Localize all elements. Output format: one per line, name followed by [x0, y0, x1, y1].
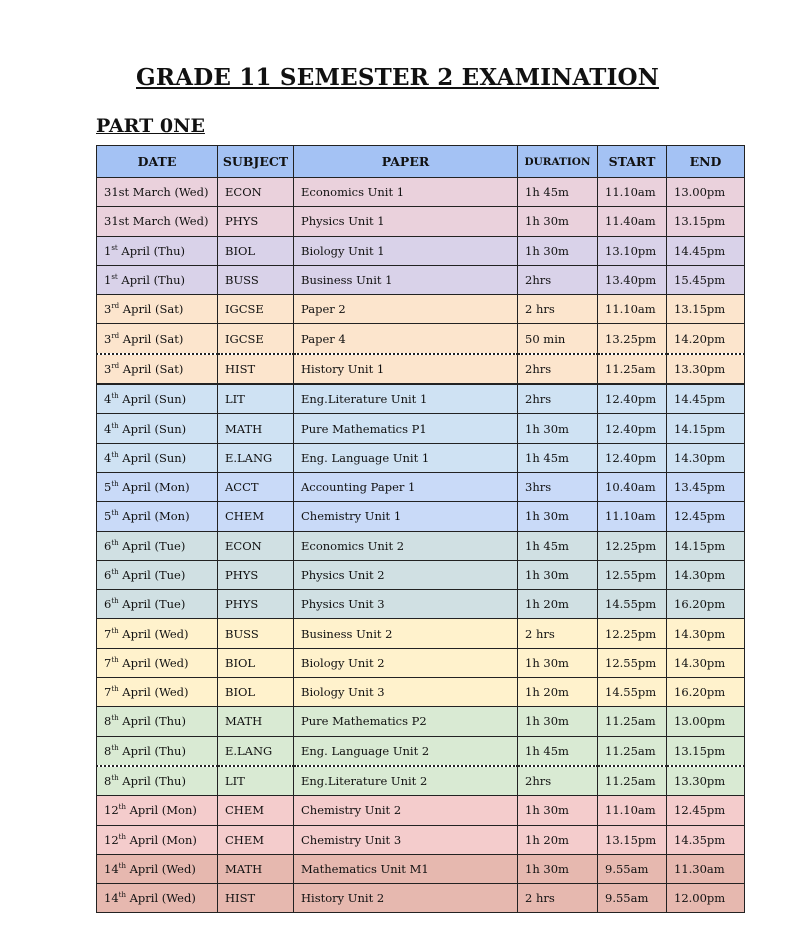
- date-ordinal: th: [111, 538, 119, 547]
- date-month: April (Thu): [117, 243, 186, 258]
- date-month: April (Mon): [125, 803, 197, 818]
- cell-duration: 50 min: [518, 324, 598, 354]
- cell-paper: Eng.Literature Unit 1: [294, 384, 518, 414]
- date-day: 5: [104, 480, 112, 495]
- cell-subject: LIT: [218, 766, 294, 796]
- cell-end: 14.30pm: [667, 560, 745, 589]
- cell-paper: Physics Unit 3: [294, 590, 518, 619]
- cell-paper: Chemistry Unit 2: [294, 796, 518, 825]
- date-day: 3: [104, 302, 112, 317]
- cell-subject: CHEM: [218, 825, 294, 854]
- table-row: [97, 414, 745, 443]
- cell-duration: 1h 30m: [518, 854, 598, 883]
- cell-paper: Biology Unit 3: [294, 678, 518, 707]
- cell-start: 14.55pm: [598, 590, 667, 619]
- cell-start: 12.40pm: [598, 443, 667, 472]
- date-day: 6: [104, 568, 112, 582]
- cell-start: 11.10am: [598, 178, 667, 207]
- cell-date: [97, 443, 218, 472]
- cell-subject: ECON: [218, 178, 294, 207]
- table-row: [97, 443, 745, 472]
- cell-duration: 1h 30m: [518, 648, 598, 677]
- cell-end: 15.45pm: [667, 265, 745, 294]
- exam-schedule-table: [96, 145, 745, 913]
- cell-date: [97, 384, 218, 414]
- table-row: [97, 502, 745, 531]
- cell-start: 12.25pm: [598, 531, 667, 560]
- cell-start: 13.10pm: [598, 236, 667, 265]
- cell-subject: IGCSE: [218, 324, 294, 354]
- cell-end: 14.30pm: [667, 619, 745, 648]
- cell-start: 11.25am: [598, 354, 667, 384]
- date-day: 4: [104, 450, 112, 465]
- cell-subject: PHYS: [218, 207, 294, 236]
- cell-duration: 1h 30m: [518, 707, 598, 736]
- date-month: April (Sun): [118, 421, 187, 436]
- cell-start: 11.25am: [598, 707, 667, 736]
- date-ordinal: rd: [111, 362, 120, 371]
- cell-end: 13.15pm: [667, 295, 745, 324]
- table-row: [97, 207, 745, 236]
- cell-duration: 1h 30m: [518, 207, 598, 236]
- cell-start: 9.55am: [598, 854, 667, 883]
- cell-duration: 1h 30m: [518, 236, 598, 265]
- cell-paper: Chemistry Unit 1: [294, 502, 518, 531]
- date-ordinal: th: [111, 714, 119, 723]
- cell-paper: Paper 2: [294, 295, 518, 324]
- date-ordinal: th: [111, 392, 119, 401]
- table-row: [97, 648, 745, 677]
- cell-end: 13.30pm: [667, 766, 745, 796]
- cell-subject: CHEM: [218, 796, 294, 825]
- cell-subject: BUSS: [218, 619, 294, 648]
- table-row: [97, 560, 745, 589]
- date-day: 7: [104, 655, 112, 670]
- cell-subject: E.LANG: [218, 443, 294, 472]
- date-ordinal: th: [118, 862, 126, 871]
- cell-start: 13.40pm: [598, 265, 667, 294]
- cell-date: [97, 324, 218, 354]
- cell-end: 11.30am: [667, 854, 745, 883]
- cell-subject: CHEM: [218, 502, 294, 531]
- date-month: April (Mon): [125, 832, 197, 847]
- cell-end: 13.15pm: [667, 736, 745, 766]
- header-date: DATE: [97, 146, 218, 178]
- cell-end: 14.20pm: [667, 324, 745, 354]
- cell-duration: 2 hrs: [518, 619, 598, 648]
- date-ordinal: th: [118, 803, 126, 812]
- cell-duration: 1h 30m: [518, 796, 598, 825]
- date-month: April (Sat): [119, 302, 184, 317]
- table-row: [97, 766, 745, 796]
- date-month: April (Sun): [118, 392, 187, 407]
- cell-start: 9.55am: [598, 884, 667, 913]
- cell-start: 12.55pm: [598, 648, 667, 677]
- date-month: April (Sat): [119, 331, 184, 346]
- cell-subject: MATH: [218, 414, 294, 443]
- cell-date: [97, 648, 218, 677]
- cell-paper: Business Unit 2: [294, 619, 518, 648]
- cell-end: 14.45pm: [667, 236, 745, 265]
- cell-paper: Economics Unit 1: [294, 178, 518, 207]
- cell-paper: Biology Unit 2: [294, 648, 518, 677]
- cell-end: 13.45pm: [667, 472, 745, 501]
- cell-start: 12.40pm: [598, 384, 667, 414]
- cell-start: 12.55pm: [598, 560, 667, 589]
- page-title: GRADE 11 SEMESTER 2 EXAMINATION: [136, 64, 659, 91]
- cell-start: 11.10am: [598, 295, 667, 324]
- date-day: 12: [104, 803, 119, 818]
- date-month: March (Wed): [129, 185, 209, 200]
- cell-paper: Economics Unit 2: [294, 531, 518, 560]
- cell-end: 14.15pm: [667, 414, 745, 443]
- date-month: April (Wed): [118, 655, 189, 670]
- header-duration: DURATION: [518, 146, 598, 178]
- cell-subject: BIOL: [218, 648, 294, 677]
- cell-end: 12.45pm: [667, 502, 745, 531]
- cell-date: [97, 354, 218, 384]
- date-ordinal: th: [111, 509, 119, 518]
- date-month: April (Wed): [125, 891, 196, 906]
- cell-end: 14.30pm: [667, 443, 745, 472]
- table-row: [97, 295, 745, 324]
- date-ordinal: st: [111, 243, 118, 252]
- table-row: [97, 736, 745, 766]
- cell-subject: IGCSE: [218, 295, 294, 324]
- cell-paper: Biology Unit 1: [294, 236, 518, 265]
- cell-paper: Paper 4: [294, 324, 518, 354]
- date-day: 7: [104, 685, 112, 700]
- cell-duration: 2hrs: [518, 354, 598, 384]
- table-row: [97, 354, 745, 384]
- date-day: 6: [104, 597, 112, 612]
- cell-end: 16.20pm: [667, 590, 745, 619]
- cell-end: 13.00pm: [667, 178, 745, 207]
- cell-date: [97, 884, 218, 913]
- cell-end: 16.20pm: [667, 678, 745, 707]
- cell-date: [97, 236, 218, 265]
- cell-date: [97, 207, 218, 236]
- table-row: [97, 707, 745, 736]
- cell-date: [97, 619, 218, 648]
- date-month: April (Mon): [118, 509, 190, 524]
- header-paper: PAPER: [294, 146, 518, 178]
- cell-subject: ECON: [218, 531, 294, 560]
- cell-paper: History Unit 1: [294, 354, 518, 384]
- cell-end: 13.15pm: [667, 207, 745, 236]
- table-row: [97, 590, 745, 619]
- date-ordinal: th: [111, 421, 119, 430]
- cell-duration: 1h 20m: [518, 678, 598, 707]
- date-day: 5: [104, 509, 112, 524]
- date-month: April (Thu): [118, 714, 186, 729]
- cell-date: [97, 414, 218, 443]
- cell-paper: Eng. Language Unit 2: [294, 736, 518, 766]
- cell-duration: 2hrs: [518, 265, 598, 294]
- section-heading: PART 0NE: [96, 115, 205, 137]
- date-day: 7: [104, 626, 112, 641]
- cell-paper: Pure Mathematics P1: [294, 414, 518, 443]
- cell-paper: Physics Unit 2: [294, 560, 518, 589]
- cell-duration: 1h 30m: [518, 414, 598, 443]
- date-month: April (Wed): [125, 861, 196, 876]
- cell-paper: History Unit 2: [294, 884, 518, 913]
- date-month: April (Thu): [118, 774, 186, 789]
- date-month: April (Sun): [118, 450, 187, 465]
- date-day: 6: [104, 538, 112, 553]
- cell-subject: MATH: [218, 854, 294, 883]
- date-day: 4: [104, 421, 112, 436]
- cell-duration: 1h 45m: [518, 443, 598, 472]
- cell-date: [97, 590, 218, 619]
- cell-duration: 2 hrs: [518, 884, 598, 913]
- date-month: April (Wed): [118, 626, 189, 641]
- date-day: 31st: [104, 185, 130, 200]
- date-day: 8: [104, 743, 112, 758]
- header-subject: SUBJECT: [218, 146, 294, 178]
- cell-duration: 2 hrs: [518, 295, 598, 324]
- cell-start: 11.10am: [598, 796, 667, 825]
- cell-start: 14.55pm: [598, 678, 667, 707]
- cell-duration: 1h 45m: [518, 178, 598, 207]
- cell-subject: ACCT: [218, 472, 294, 501]
- table-row: [97, 678, 745, 707]
- cell-date: [97, 678, 218, 707]
- date-month: March (Wed): [129, 214, 209, 229]
- date-day: 8: [104, 714, 112, 729]
- cell-end: 14.45pm: [667, 384, 745, 414]
- date-ordinal: th: [111, 656, 119, 665]
- cell-subject: BIOL: [218, 236, 294, 265]
- date-ordinal: th: [111, 568, 119, 577]
- date-day: 3: [104, 331, 112, 346]
- cell-date: [97, 766, 218, 796]
- cell-start: 12.40pm: [598, 414, 667, 443]
- table-row: [97, 825, 745, 854]
- header-start: START: [598, 146, 667, 178]
- cell-end: 12.00pm: [667, 884, 745, 913]
- date-ordinal: rd: [111, 302, 120, 311]
- date-month: April (Thu): [117, 273, 186, 288]
- cell-subject: LIT: [218, 384, 294, 414]
- date-ordinal: th: [111, 743, 119, 752]
- date-month: April (Sat): [119, 361, 184, 376]
- cell-duration: 2hrs: [518, 766, 598, 796]
- cell-start: 11.40am: [598, 207, 667, 236]
- table-row: [97, 619, 745, 648]
- cell-date: [97, 265, 218, 294]
- date-day: 31st: [104, 214, 130, 229]
- date-month: April (Thu): [118, 743, 186, 758]
- cell-date: [97, 825, 218, 854]
- cell-end: 14.35pm: [667, 825, 745, 854]
- date-month: April (Tue): [118, 538, 186, 553]
- date-month: April (Wed): [118, 685, 189, 700]
- table-row: [97, 265, 745, 294]
- cell-paper: Mathematics Unit M1: [294, 854, 518, 883]
- date-day: 1: [104, 273, 112, 288]
- date-month: April (Tue): [118, 597, 186, 612]
- cell-date: [97, 531, 218, 560]
- cell-end: 12.45pm: [667, 796, 745, 825]
- cell-duration: 2hrs: [518, 384, 598, 414]
- date-ordinal: st: [111, 273, 118, 282]
- date-ordinal: th: [111, 597, 119, 606]
- date-day: 8: [104, 774, 112, 789]
- date-day: 12: [104, 832, 119, 847]
- date-ordinal: th: [111, 450, 119, 459]
- cell-date: [97, 502, 218, 531]
- cell-date: [97, 796, 218, 825]
- table-header-row: [97, 146, 745, 178]
- cell-date: [97, 707, 218, 736]
- cell-start: 12.25pm: [598, 619, 667, 648]
- cell-duration: 1h 30m: [518, 502, 598, 531]
- table-row: [97, 324, 745, 354]
- cell-start: 11.25am: [598, 766, 667, 796]
- cell-subject: HIST: [218, 884, 294, 913]
- cell-subject: PHYS: [218, 560, 294, 589]
- cell-duration: 1h 30m: [518, 560, 598, 589]
- cell-end: 14.15pm: [667, 531, 745, 560]
- cell-date: [97, 178, 218, 207]
- cell-start: 13.15pm: [598, 825, 667, 854]
- cell-date: [97, 472, 218, 501]
- date-day: 1: [104, 243, 112, 258]
- cell-paper: Chemistry Unit 3: [294, 825, 518, 854]
- date-day: 3: [104, 361, 112, 376]
- cell-paper: Pure Mathematics P2: [294, 707, 518, 736]
- cell-date: [97, 295, 218, 324]
- header-end: END: [667, 146, 745, 178]
- date-day: 14: [104, 861, 119, 876]
- date-ordinal: th: [111, 774, 119, 783]
- date-day: 14: [104, 891, 119, 906]
- date-ordinal: th: [111, 626, 119, 635]
- date-month: April (Tue): [118, 568, 186, 582]
- table-row: [97, 854, 745, 883]
- date-month: April (Mon): [118, 480, 190, 495]
- cell-duration: 1h 45m: [518, 531, 598, 560]
- table-row: [97, 236, 745, 265]
- cell-subject: MATH: [218, 707, 294, 736]
- table-row: [97, 531, 745, 560]
- date-ordinal: rd: [111, 331, 120, 340]
- cell-paper: Accounting Paper 1: [294, 472, 518, 501]
- cell-subject: E.LANG: [218, 736, 294, 766]
- cell-date: [97, 854, 218, 883]
- date-ordinal: th: [111, 480, 119, 489]
- cell-end: 13.00pm: [667, 707, 745, 736]
- cell-start: 13.25pm: [598, 324, 667, 354]
- cell-start: 10.40am: [598, 472, 667, 501]
- date-ordinal: th: [118, 891, 126, 900]
- cell-subject: BUSS: [218, 265, 294, 294]
- cell-duration: 1h 20m: [518, 590, 598, 619]
- table-row: [97, 472, 745, 501]
- cell-duration: 1h 20m: [518, 825, 598, 854]
- cell-subject: HIST: [218, 354, 294, 384]
- table-row: [97, 178, 745, 207]
- cell-paper: Physics Unit 1: [294, 207, 518, 236]
- date-day: 4: [104, 392, 112, 407]
- cell-date: [97, 560, 218, 589]
- table-row: [97, 796, 745, 825]
- cell-paper: Eng. Language Unit 1: [294, 443, 518, 472]
- table-row: [97, 384, 745, 414]
- cell-date: [97, 736, 218, 766]
- date-ordinal: th: [111, 685, 119, 694]
- cell-subject: PHYS: [218, 590, 294, 619]
- table-row: [97, 884, 745, 913]
- cell-start: 11.25am: [598, 736, 667, 766]
- cell-paper: Eng.Literature Unit 2: [294, 766, 518, 796]
- cell-paper: Business Unit 1: [294, 265, 518, 294]
- cell-end: 14.30pm: [667, 648, 745, 677]
- cell-end: 13.30pm: [667, 354, 745, 384]
- cell-start: 11.10am: [598, 502, 667, 531]
- cell-duration: 3hrs: [518, 472, 598, 501]
- cell-subject: BIOL: [218, 678, 294, 707]
- date-ordinal: th: [118, 832, 126, 841]
- cell-duration: 1h 45m: [518, 736, 598, 766]
